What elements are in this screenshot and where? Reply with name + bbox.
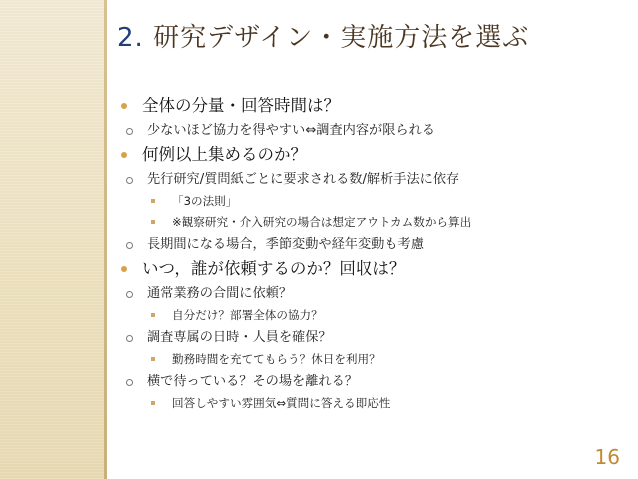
hollow-circle-bullet-icon [126, 128, 133, 135]
decorative-side-panel [0, 0, 104, 479]
bullet-text: 自分だけ？部署全体の協力？ [172, 308, 323, 322]
square-bullet-icon [151, 313, 155, 317]
slide-title [117, 22, 623, 54]
bullet-text: 少ないほど協力を得やすい⇔調査内容が限られる [147, 123, 435, 138]
square-bullet-icon [151, 401, 155, 405]
square-bullet-icon [151, 220, 155, 224]
bullet-level1-item [118, 93, 630, 119]
bullet-text: ※観察研究・介入研究の場合は想定アウトカム数から算出 [172, 215, 472, 229]
bullet-level2-item [118, 233, 630, 256]
filled-circle-bullet-icon [121, 266, 127, 272]
hollow-circle-bullet-icon [126, 335, 133, 342]
hollow-circle-bullet-icon [126, 242, 133, 249]
bullet-level3-item [118, 191, 630, 212]
bullet-text: 調査専属の日時・人員を確保？ [147, 330, 332, 345]
bullet-level1-item [118, 256, 630, 282]
side-panel-border [104, 0, 107, 479]
bullet-level3-item [118, 349, 630, 370]
bullet-text: 通常業務の合間に依頼？ [147, 286, 293, 301]
bullet-level3-item [118, 212, 630, 233]
bullet-text: いつ，誰が依頼するのか？回収は？ [142, 259, 406, 278]
bullet-text: 長期間になる場合，季節変動や経年変動も考慮 [147, 237, 424, 252]
bullet-text: 先行研究/質問紙ごとに要求される数/解析手法に依存 [147, 172, 460, 187]
square-bullet-icon [151, 199, 155, 203]
bullet-list [118, 93, 630, 414]
hollow-circle-bullet-icon [126, 177, 133, 184]
bullet-text: 何例以上集めるのか？ [142, 145, 307, 164]
title-number: 2. [117, 23, 144, 53]
bullet-text: 「3の法則」 [172, 194, 238, 208]
hollow-circle-bullet-icon [126, 379, 133, 386]
filled-circle-bullet-icon [121, 103, 127, 109]
bullet-level2-item [118, 282, 630, 305]
bullet-text: 全体の分量・回答時間は？ [142, 96, 340, 115]
bullet-level2-item [118, 370, 630, 393]
bullet-level3-item [118, 393, 630, 414]
hollow-circle-bullet-icon [126, 291, 133, 298]
bullet-level2-item [118, 326, 630, 349]
bullet-text: 横で待っている？その場を離れる？ [147, 374, 358, 389]
title-text: 研究デザイン・実施方法を選ぶ [143, 23, 530, 53]
filled-circle-bullet-icon [121, 152, 127, 158]
bullet-text: 勤務時間を充ててもらう？休日を利用？ [172, 352, 381, 366]
page-number: 16 [594, 445, 620, 469]
square-bullet-icon [151, 357, 155, 361]
bullet-level3-item [118, 305, 630, 326]
bullet-level2-item [118, 119, 630, 142]
bullet-level2-item [118, 168, 630, 191]
bullet-level1-item [118, 142, 630, 168]
bullet-text: 回答しやすい雰囲気⇔質問に答える即応性 [172, 396, 391, 410]
